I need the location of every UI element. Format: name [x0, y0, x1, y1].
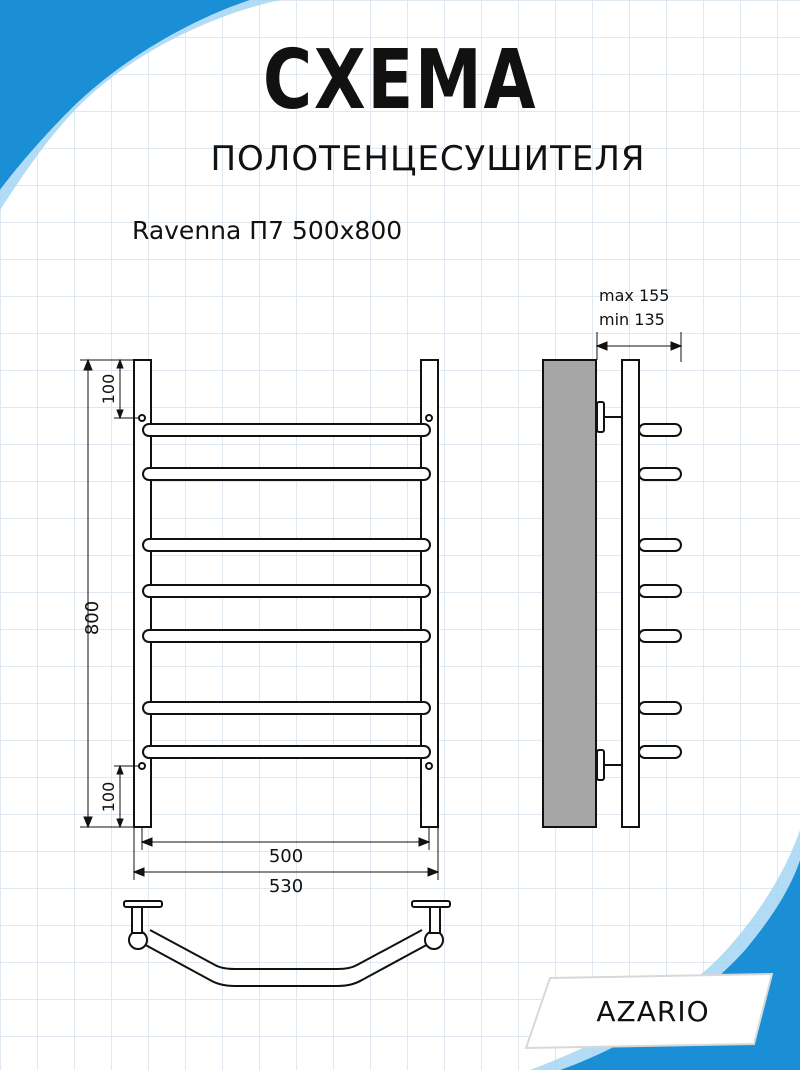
wall: [543, 360, 596, 827]
wall-bracket: [597, 750, 604, 780]
top-view-flange: [124, 901, 162, 907]
dim-outer-width-label: 530: [268, 876, 304, 897]
rung: [143, 468, 430, 480]
top-view-flange: [412, 901, 450, 907]
side-rung: [639, 424, 681, 436]
wall-bracket: [597, 402, 604, 432]
side-post: [622, 360, 639, 827]
side-rung: [639, 468, 681, 480]
dim-depth-max-label: max 155: [599, 286, 670, 305]
brand-logo-text: AZARIO: [596, 994, 710, 1028]
dim-height-label: 800: [82, 600, 103, 636]
rung: [143, 585, 430, 597]
model-name: Ravenna П7 500x800: [132, 216, 403, 245]
dim-inner-width-label: 500: [268, 846, 304, 867]
side-rung: [639, 539, 681, 551]
top-view-bracket: [430, 905, 440, 933]
page-title: СХЕМА: [262, 33, 538, 128]
dim-depth-min-label: min 135: [599, 310, 665, 329]
rung: [143, 630, 430, 642]
side-rung: [639, 702, 681, 714]
page-subtitle: ПОЛОТЕНЦЕСУШИТЕЛЯ: [210, 139, 646, 179]
brand-logo: [520, 972, 778, 1050]
rung: [143, 424, 430, 436]
rung: [143, 539, 430, 551]
side-rung: [639, 746, 681, 758]
top-view-bracket: [132, 905, 142, 933]
side-rung: [639, 585, 681, 597]
rung: [143, 702, 430, 714]
dim-bottom-offset-label: 100: [99, 781, 118, 813]
rung: [143, 746, 430, 758]
side-rung: [639, 630, 681, 642]
dim-top-offset-label: 100: [99, 373, 118, 405]
